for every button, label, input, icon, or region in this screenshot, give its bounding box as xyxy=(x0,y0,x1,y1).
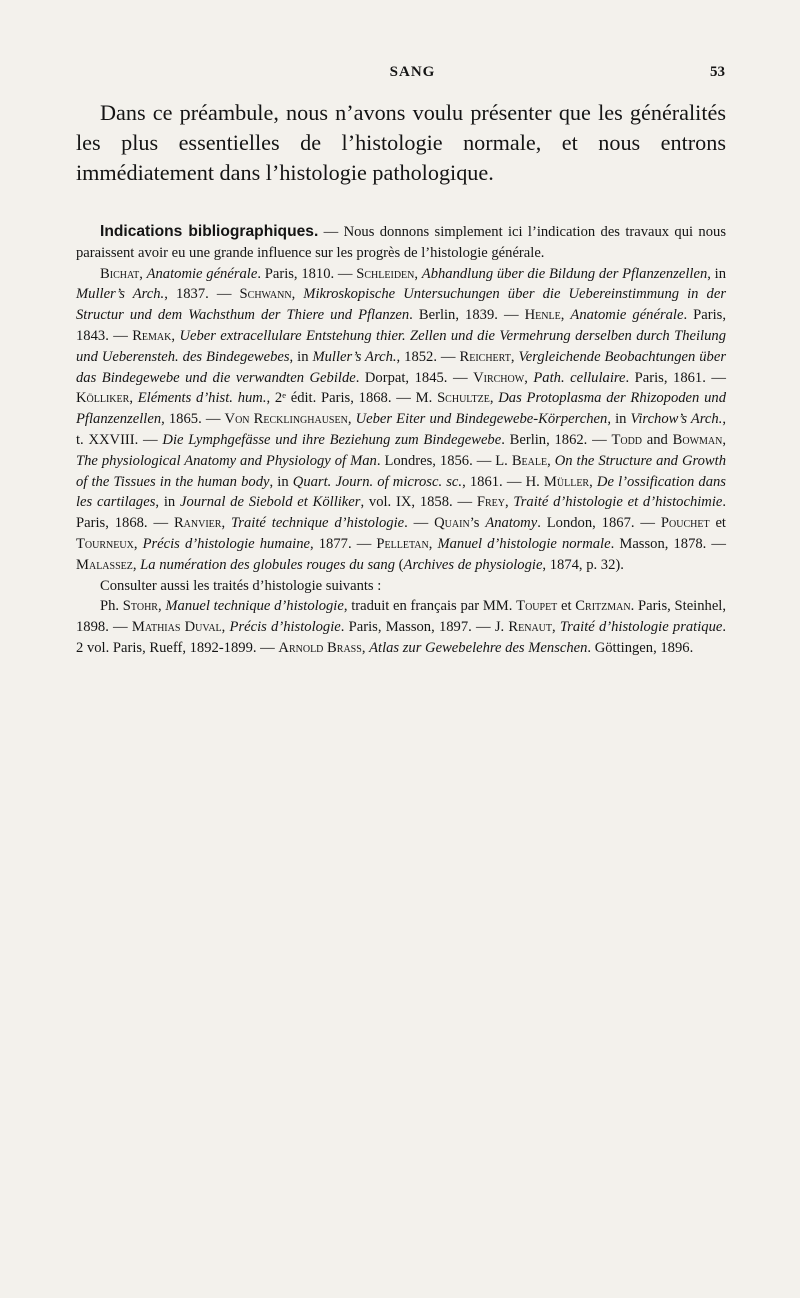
work-title: Archives de physiologie xyxy=(403,556,543,573)
reference-text: , xyxy=(428,535,438,552)
page-number: 53 xyxy=(710,64,725,80)
reference-text: . Londres, 1856. — L. xyxy=(376,452,512,469)
author-name: Pouchet xyxy=(660,515,710,532)
reference-text: , xyxy=(157,598,166,615)
author-name: Schleiden xyxy=(356,265,415,282)
reference-text: . Paris, Steinhel, 1898. — xyxy=(76,598,727,636)
reference-text: , vol. IX, 1858. — xyxy=(360,494,477,511)
work-title: Path. cellulaire xyxy=(533,369,626,386)
reference-text: . London, 1867. — xyxy=(537,515,661,532)
reference-text: , in xyxy=(155,494,180,511)
work-title: On the Structure and Growth of the Tissues in the human body xyxy=(76,452,726,490)
work-title: Atlas zur Gewebelehre des Menschen xyxy=(369,639,588,656)
work-title: Quart. Journ. of microsc. sc. xyxy=(292,473,463,490)
work-title: Manuel technique d’histologie xyxy=(165,598,344,615)
work-title: La numération des globules rouges du sang xyxy=(140,556,396,573)
author-name: Mathias Duval xyxy=(131,619,222,636)
work-title: Ueber extracellulare Entstehung thier. Zellen und die Vermehrung derselben durch Theilung und Ueberensteh. des Bindegewebes xyxy=(76,327,726,365)
author-name: Frey xyxy=(476,494,505,511)
work-title: Anatomie générale xyxy=(146,265,258,282)
work-title: Précis d’histologie humaine xyxy=(142,535,311,552)
reference-text: Ph. xyxy=(100,598,123,615)
author-name: Quain xyxy=(434,515,470,532)
reference-text: , xyxy=(489,390,499,407)
author-name: Schultze xyxy=(437,390,490,407)
reference-text: , xyxy=(552,619,560,636)
author-name: Stohr xyxy=(122,598,158,615)
author-name: Kölliker xyxy=(76,390,130,407)
author-name: Toupet xyxy=(516,598,558,615)
intro-paragraph: Dans ce préambule, nous n’avons voulu présenter que les généralités les plus essentielles de l’histologie normale, et nous entrons immédiatement dans l’histologie pathologique. xyxy=(76,100,726,185)
reference-text: . Göttingen, 1896. xyxy=(587,639,694,656)
reference-text: , xyxy=(414,265,422,282)
reference-text: , xyxy=(589,473,597,490)
author-name: Remak xyxy=(132,327,172,344)
work-title: Ueber Eiter und Bindegewebe-Körperchen xyxy=(355,411,608,428)
author-name: Tourneux xyxy=(76,535,134,552)
reference-text: , xyxy=(504,494,514,511)
reference-text: , 1861. — H. xyxy=(462,473,544,490)
author-name: Todd xyxy=(611,431,643,448)
reference-text: , in xyxy=(289,348,313,365)
work-title: Die Lymphgefässe und ihre Beziehung zum Bindegewebe xyxy=(162,431,502,448)
author-name: Bichat xyxy=(100,265,140,282)
author-name: Critzman xyxy=(575,598,631,615)
reference-text: . 2 vol. Paris, Rueff, 1892-1899. — xyxy=(76,619,727,656)
work-title: Anatomie générale xyxy=(570,307,684,324)
author-name: Henle xyxy=(524,307,561,324)
reference-text: . Masson, 1878. — xyxy=(610,535,727,552)
reference-text: . Berlin, 1839. — xyxy=(409,307,525,324)
reference-text: . Paris, 1861. — xyxy=(625,369,726,386)
reference-text: , xyxy=(547,452,555,469)
reference-text: , traduit en français par MM. xyxy=(343,598,517,615)
reference-text: . Paris, 1868. — xyxy=(76,494,727,532)
reference-text: . Paris, Masson, 1897. — J. xyxy=(340,619,509,636)
bibliography-heading: Indications bibliographiques. xyxy=(100,223,319,240)
work-title: Abhandlung über die Bildung der Pflanzenzellen xyxy=(421,265,708,282)
author-name: Malassez xyxy=(76,556,133,573)
reference-text: , 1837. — xyxy=(164,286,240,303)
author-name: Müller xyxy=(543,473,590,490)
reference-text: ( xyxy=(395,556,404,573)
work-title: Virchow’s Arch. xyxy=(630,411,723,428)
reference-text: , in xyxy=(269,473,293,490)
reference-text: et xyxy=(557,598,576,615)
consult-line: Consulter aussi les traités d’histologie suivants : xyxy=(100,577,382,594)
work-title: Eléments d’hist. hum. xyxy=(137,390,267,407)
reference-text: , xyxy=(171,327,180,344)
author-name: Reichert xyxy=(459,348,511,365)
work-title: The physiological Anatomy and Physiology of Man xyxy=(76,452,377,469)
author-name: Ranvier xyxy=(173,515,222,532)
reference-text: , xyxy=(132,556,141,573)
reference-text: , xyxy=(133,535,143,552)
reference-text: and xyxy=(642,431,673,448)
work-title: Muller’s Arch. xyxy=(312,348,397,365)
author-name: Schwann xyxy=(239,286,292,303)
author-name: Bowman xyxy=(672,431,723,448)
bibliography-section xyxy=(76,222,726,659)
reference-text: , xyxy=(524,369,534,386)
work-title: De l’ossification dans les cartilages xyxy=(76,473,726,511)
bibliography-intro-text: — Nous donnons simplement ici l’indication des travaux qui nous paraissent avoir eu une grande influence sur les progrès de l’histologie générale. xyxy=(76,224,726,261)
work-title: Traité d’histologie pratique xyxy=(559,619,723,636)
work-title: Journal de Siebold et Kölliker xyxy=(179,494,361,511)
reference-text: , 1865. — xyxy=(161,411,225,428)
reference-text: . Berlin, 1862. — xyxy=(501,431,612,448)
reference-text: , 1874, p. 32). xyxy=(542,556,624,573)
author-name: Arnold Brass xyxy=(278,639,362,656)
reference-text: , in xyxy=(707,265,727,282)
reference-text: et xyxy=(709,515,726,532)
author-name: Von Recklinghausen xyxy=(224,411,348,428)
reference-text: , xyxy=(291,286,304,303)
reference-text: . — xyxy=(404,515,435,532)
running-head xyxy=(100,64,725,86)
reference-text: , xyxy=(347,411,356,428)
work-title: Manuel d’histologie normale xyxy=(437,535,611,552)
author-name: Virchow xyxy=(473,369,525,386)
reference-text: , 2ᵉ édit. Paris, 1868. — M. xyxy=(266,390,438,407)
work-title: Vergleichende Beobachtungen über das Bindegewebe und die verwandten Gebilde xyxy=(76,348,727,386)
additional-reference-list xyxy=(76,596,726,658)
author-name: Beale xyxy=(511,452,548,469)
work-title: Muller’s Arch. xyxy=(76,286,165,303)
reference-text: ’s xyxy=(469,515,486,532)
reference-text: , xyxy=(129,390,138,407)
work-title: Mikroskopische Untersuchungen über die Uebereinstimmung in der Structur und dem Wachsthum der Thiere und Pflanzen xyxy=(76,286,726,324)
author-name: Pelletan xyxy=(376,535,429,552)
reference-text: , in xyxy=(607,411,631,428)
work-title: Traité technique d’histologie xyxy=(231,515,405,532)
work-title: Das Protoplasma der Rhizopoden und Pflanzenzellen xyxy=(76,390,727,428)
work-title: Traité d’histologie et d’histochimie xyxy=(513,494,723,511)
reference-text: , xyxy=(139,265,147,282)
reference-text: , 1877. — xyxy=(310,535,377,552)
reference-text: , xyxy=(361,639,370,656)
reference-text: , t. XXVIII. — xyxy=(76,411,727,448)
reference-text: . Paris, 1843. — xyxy=(76,307,727,344)
author-name: Renaut xyxy=(508,619,552,636)
reference-text: , xyxy=(560,307,571,324)
reference-text: , 1852. — xyxy=(396,348,460,365)
reference-list xyxy=(76,264,726,576)
bibliography-intro xyxy=(76,222,726,264)
running-title: SANG xyxy=(389,64,436,80)
reference-text: , xyxy=(722,431,726,448)
reference-text: . Dorpat, 1845. — xyxy=(355,369,474,386)
reference-text: , xyxy=(510,348,519,365)
reference-text: , xyxy=(221,515,231,532)
reference-text: . Paris, 1810. — xyxy=(257,265,357,282)
work-title: Précis d’histologie xyxy=(229,619,341,636)
reference-text: , xyxy=(221,619,230,636)
work-title: Anatomy xyxy=(485,515,538,532)
